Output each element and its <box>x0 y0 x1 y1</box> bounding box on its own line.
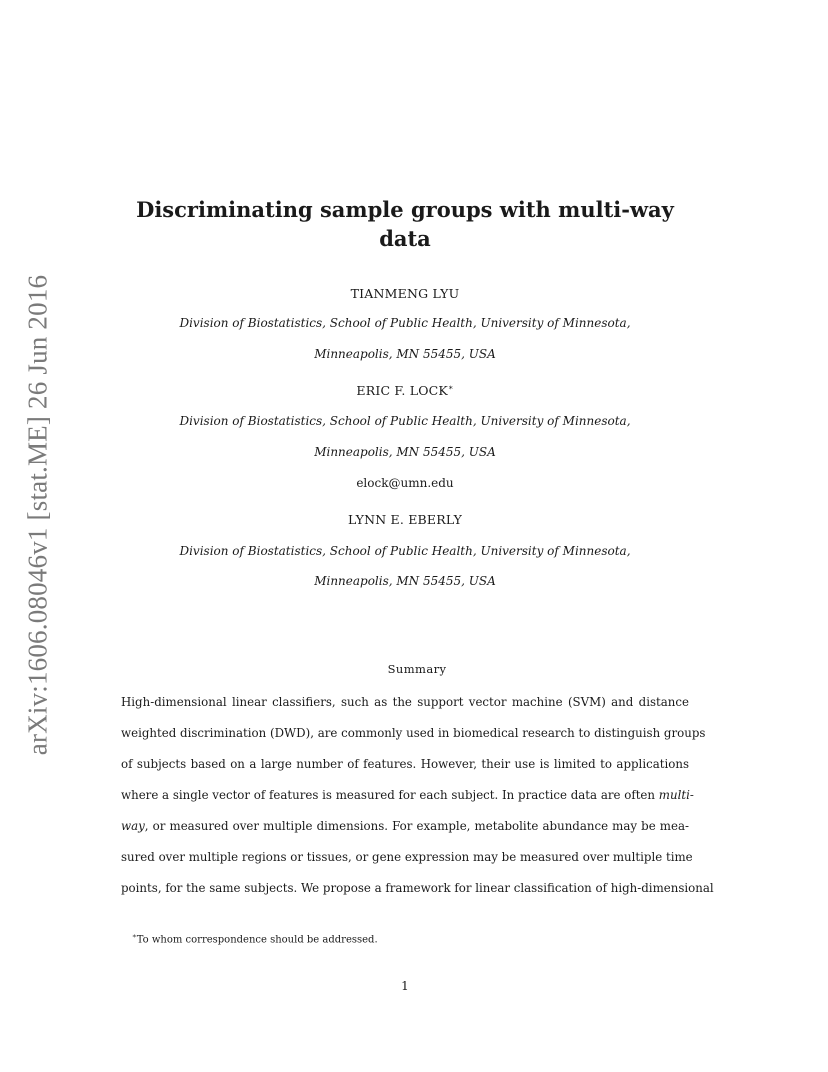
summary-line-7: points, for the same subjects. We propose a framework for linear classification of high-dimensional <box>121 881 714 895</box>
footnote-mark: ∗ <box>132 932 137 940</box>
footnote-text: To whom correspondence should be addressed. <box>136 934 378 946</box>
summary-line-5-italic: way <box>121 819 145 833</box>
arxiv-identifier-stamp: arXiv:1606.08046v1 [stat.ME] 26 Jun 2016 <box>22 274 53 756</box>
author-affiliation-2-line1: Division of Biostatistics, School of Public Health, University of Minnesota, <box>179 414 631 428</box>
footnote <box>132 932 378 945</box>
author-name-2 <box>0 383 810 398</box>
summary-line-5 <box>121 819 689 833</box>
summary-line-1: High-dimensional linear classifiers, such as the support vector machine (SVM) and distance <box>121 695 689 709</box>
paper-title: Discriminating sample groups with multi-way data <box>136 197 674 251</box>
author-name-2-text: ERIC F. LOCK <box>356 383 448 399</box>
author-affiliation-2-line2: Minneapolis, MN 55455, USA <box>314 445 496 459</box>
author-affiliation-3-line2: Minneapolis, MN 55455, USA <box>314 574 496 588</box>
author-affiliation-1-line1: Division of Biostatistics, School of Public Health, University of Minnesota, <box>179 316 631 330</box>
summary-line-4-text: where a single vector of features is measured for each subject. In practice data are often <box>121 788 656 802</box>
author-affiliation-3-line1: Division of Biostatistics, School of Public Health, University of Minnesota, <box>179 544 631 558</box>
author-name-3: LYNN E. EBERLY <box>347 512 463 527</box>
author-name-1: TIANMENG LYU <box>350 286 460 301</box>
summary-line-4 <box>121 788 694 802</box>
summary-line-3: of subjects based on a large number of features. However, their use is limited to applications <box>121 757 689 771</box>
summary-heading: Summary <box>387 662 447 676</box>
page-number: 1 <box>401 979 409 993</box>
author-email: elock@umn.edu <box>356 476 454 490</box>
summary-line-2: weighted discrimination (DWD), are commonly used in biomedical research to distinguish groups <box>121 726 706 740</box>
author-footnote-mark: ∗ <box>447 383 454 392</box>
summary-line-6: sured over multiple regions or tissues, or gene expression may be measured over multiple time <box>121 850 693 864</box>
summary-line-5-text: , or measured over multiple dimensions. For example, metabolite abundance may be mea- <box>144 819 689 833</box>
author-affiliation-1-line2: Minneapolis, MN 55455, USA <box>314 347 496 361</box>
summary-line-4-italic: multi- <box>658 788 694 802</box>
